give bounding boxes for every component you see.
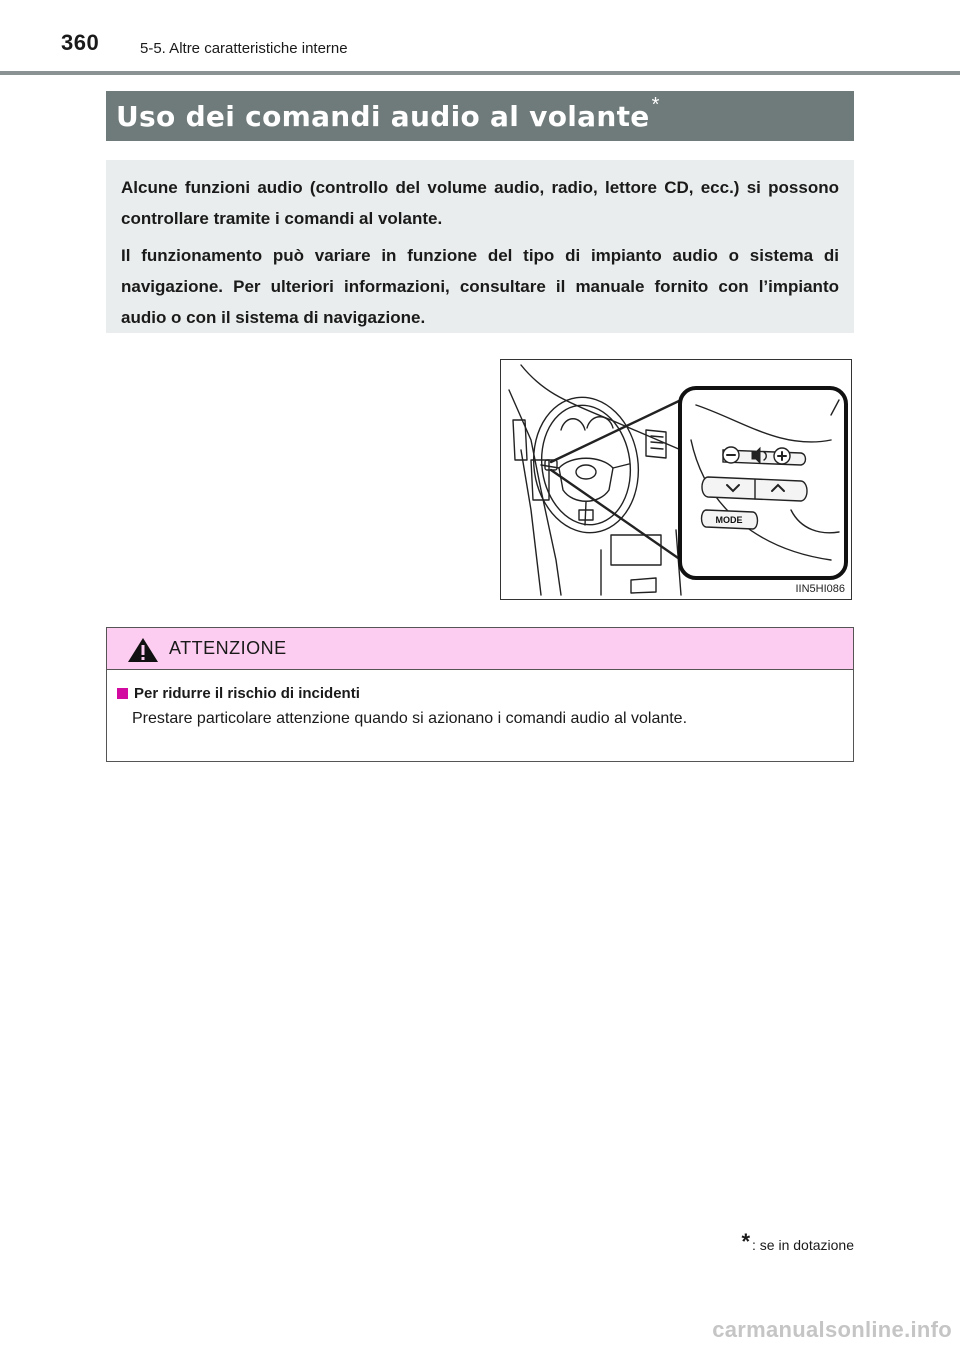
- optional-marker: *: [651, 93, 660, 116]
- warning-triangle-icon: [127, 637, 159, 663]
- mode-button-label: MODE: [715, 515, 743, 525]
- page-number: 360: [61, 30, 100, 55]
- figure-code: IIN5HI086: [795, 583, 845, 595]
- steering-wheel-figure: [500, 359, 852, 600]
- warning-item-title-row: [117, 685, 853, 702]
- footnote: [741, 1229, 854, 1254]
- intro-box: [106, 160, 854, 333]
- warning-item-title: Per ridurre il rischio di incidenti: [134, 685, 360, 702]
- warning-item-text: Prestare particolare attenzione quando si azionano i comandi audio al volante.: [132, 710, 688, 727]
- steering-wheel-illustration: [501, 360, 851, 599]
- footnote-marker: *: [741, 1229, 751, 1254]
- section-title-bar: [106, 91, 854, 141]
- intro-paragraph-1: Alcune funzioni audio (controllo del volume audio, radio, lettore CD, ecc.) si possono controllare tramite i comandi al volante.: [121, 178, 839, 228]
- header-rule: [0, 71, 960, 75]
- warning-heading: ATTENZIONE: [169, 638, 287, 658]
- intro-paragraph-2: Il funzionamento può variare in funzione del tipo di impianto audio o sistema di navigazione. Per ulteriori informazioni, consultare il manuale fornito con l’impianto audio o con il sistema di navigazione.: [121, 246, 839, 327]
- watermark: carmanualsonline.info: [712, 1317, 952, 1342]
- warning-box: [106, 627, 854, 762]
- warning-body: [107, 670, 853, 728]
- section-title: Uso dei comandi audio al volante: [116, 99, 650, 133]
- warning-header: [107, 628, 853, 670]
- footnote-text: : se in dotazione: [752, 1237, 854, 1253]
- bullet-square-icon: [117, 688, 128, 699]
- section-label: 5-5. Altre caratteristiche interne: [140, 40, 348, 57]
